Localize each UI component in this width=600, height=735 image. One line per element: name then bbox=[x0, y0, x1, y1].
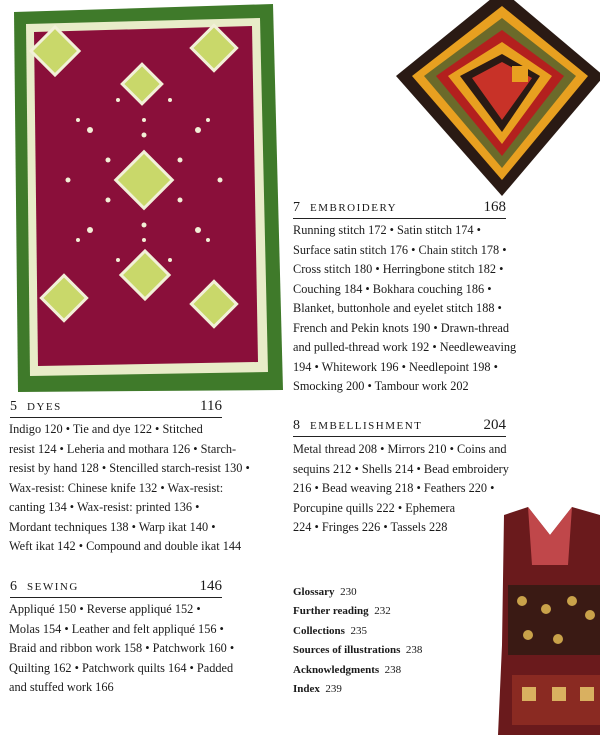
section-contents-embellishment bbox=[293, 440, 509, 538]
section-contents-sewing bbox=[9, 600, 234, 698]
section-number: 7 bbox=[293, 200, 300, 215]
contents-line: Braid and ribbon work 158 • Patchwork 160 • bbox=[9, 641, 235, 655]
contents-line: Running stitch 172 • Satin stitch 174 • bbox=[293, 223, 481, 237]
contents-line: 216 • Bead weaving 218 • Feathers 220 • bbox=[293, 481, 495, 495]
contents-line: 194 • Whitework 196 • Needlepoint 198 • bbox=[293, 359, 498, 374]
back-matter-page: 238 bbox=[405, 644, 423, 657]
contents-line: 224 • Fringes 226 • Tassels 228 bbox=[293, 520, 448, 534]
back-matter-label: Sources of illustrations bbox=[293, 644, 401, 657]
section-heading-sewing bbox=[10, 579, 222, 598]
contents-line: Mordant techniques 138 • Warp ikat 140 • bbox=[9, 519, 216, 534]
contents-line: Blanket, buttonhole and eyelet stitch 188 • bbox=[293, 301, 502, 315]
contents-line: Indigo 120 • Tie and dye 122 • Stitched bbox=[9, 422, 203, 436]
contents-line: Porcupine quills 222 • Ephemera bbox=[293, 500, 456, 515]
section-number: 5 bbox=[10, 399, 17, 414]
contents-line: Smocking 200 • Tambour work 202 bbox=[293, 379, 469, 393]
back-matter-item bbox=[293, 661, 422, 680]
section-page: 168 bbox=[483, 199, 506, 215]
back-matter-label: Acknowledgments bbox=[293, 663, 380, 676]
embroidered-square-image bbox=[392, 0, 600, 200]
contents-line: Weft ikat 142 • Compound and double ikat 144 bbox=[9, 539, 242, 553]
back-matter-item bbox=[293, 622, 422, 641]
back-matter-label: Further reading bbox=[293, 605, 369, 618]
contents-line: Metal thread 208 • Mirrors 210 • Coins and bbox=[293, 442, 507, 456]
section-title: EMBELLISHMENT bbox=[310, 420, 423, 432]
contents-line: Wax-resist: Chinese knife 132 • Wax-resist: bbox=[9, 480, 224, 495]
embroidered-garment-image bbox=[498, 505, 600, 735]
back-matter-page: 238 bbox=[384, 663, 402, 676]
section-contents-embroidery bbox=[293, 221, 516, 397]
section-page: 204 bbox=[483, 417, 506, 433]
back-matter-page: 232 bbox=[374, 605, 391, 618]
contents-line: Cross stitch 180 • Herringbone stitch 182 • bbox=[293, 262, 504, 276]
contents-line: Quilting 162 • Patchwork quilts 164 • Padded bbox=[9, 660, 234, 675]
section-number: 8 bbox=[293, 418, 300, 433]
back-matter-page: 230 bbox=[340, 586, 357, 598]
contents-line: Molas 154 • Leather and felt appliqué 156 • bbox=[9, 621, 224, 636]
contents-line: resist by hand 128 • Stencilled starch-resist 130 • bbox=[9, 461, 250, 475]
section-title: DYES bbox=[27, 401, 62, 413]
back-matter-label: Glossary bbox=[293, 586, 335, 598]
section-number: 6 bbox=[10, 579, 17, 594]
contents-line: resist 124 • Leheria and mothara 126 • Starch- bbox=[9, 441, 237, 456]
back-matter-item bbox=[293, 602, 422, 621]
contents-line: sequins 212 • Shells 214 • Bead embroidery bbox=[293, 461, 509, 476]
section-contents-dyes bbox=[9, 420, 250, 557]
contents-line: canting 134 • Wax-resist: printed 136 • bbox=[9, 500, 200, 514]
back-matter-page: 235 bbox=[350, 624, 367, 637]
back-matter-page: 239 bbox=[325, 683, 342, 696]
section-heading-dyes bbox=[10, 399, 222, 418]
back-matter-label: Index bbox=[293, 683, 320, 696]
back-matter-item bbox=[293, 583, 422, 602]
contents-line: and stuffed work 166 bbox=[9, 680, 114, 694]
contents-line: Appliqué 150 • Reverse appliqué 152 • bbox=[9, 602, 201, 616]
section-page: 116 bbox=[200, 398, 222, 414]
section-heading-embroidery bbox=[293, 200, 506, 219]
back-matter-list bbox=[293, 583, 422, 699]
section-page: 146 bbox=[199, 578, 222, 594]
tie-dye-textile-image bbox=[8, 0, 286, 395]
contents-line: Couching 184 • Bokhara couching 186 • bbox=[293, 281, 492, 296]
section-title: EMBROIDERY bbox=[310, 202, 398, 214]
contents-line: French and Pekin knots 190 • Drawn-thread bbox=[293, 320, 510, 335]
section-title: SEWING bbox=[27, 581, 79, 593]
back-matter-item bbox=[293, 680, 422, 699]
contents-line: and pulled-thread work 192 • Needleweaving bbox=[293, 340, 517, 354]
back-matter-label: Collections bbox=[293, 624, 345, 637]
back-matter-item bbox=[293, 641, 422, 660]
section-heading-embellishment bbox=[293, 418, 506, 437]
contents-line: Surface satin stitch 176 • Chain stitch 178 • bbox=[293, 242, 507, 257]
